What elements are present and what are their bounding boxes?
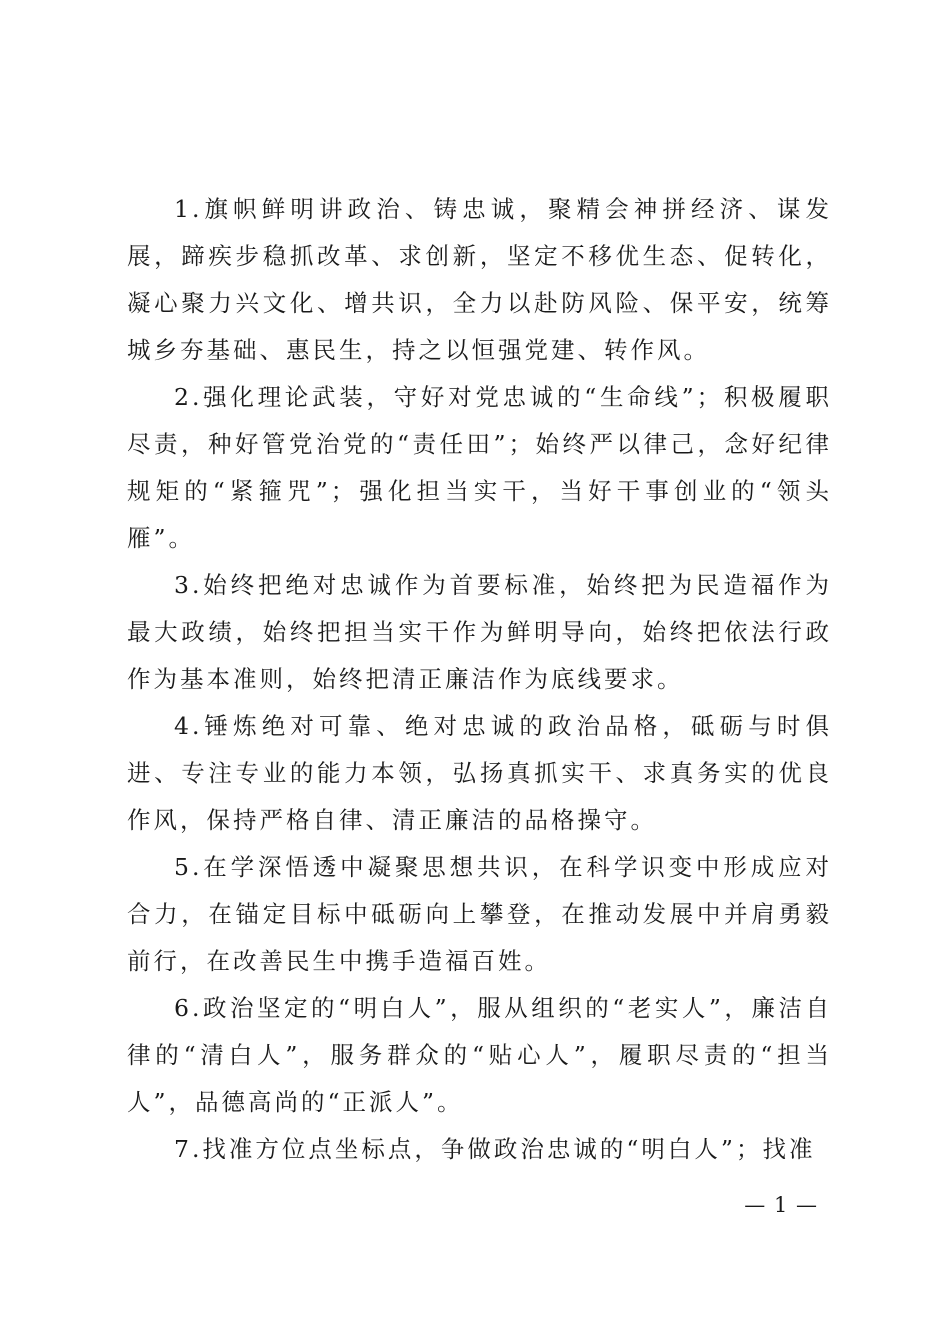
paragraph-3: 3.始终把绝对忠诚作为首要标准，始终把为民造福作为最大政绩，始终把担当实干作为鲜明导向，始终把依法行政作为基本准则，始终把清正廉洁作为底线要求。 — [127, 571, 832, 693]
paragraph-2: 2.强化理论武装，守好对党忠诚的“生命线”；积极履职尽责，种好管党治党的“责任田”；始终严以律己，念好纪律规矩的“紧箍咒”；强化担当实干，当好干事创业的“领头雁”。 — [127, 383, 832, 552]
paragraph-7: 7.找准方位点坐标点，争做政治忠诚的“明白人”；找准 — [174, 1135, 816, 1163]
paragraph-4: 4.锤炼绝对可靠、绝对忠诚的政治品格，砥砺与时俱进、专注专业的能力本领，弘扬真抓实干、求真务实的优良作风，保持严格自律、清正廉洁的品格操守。 — [127, 712, 832, 834]
paragraph-5: 5.在学深悟透中凝聚思想共识，在科学识变中形成应对合力，在锚定目标中砥砺向上攀登，在推动发展中并肩勇毅前行，在改善民生中携手造福百姓。 — [127, 853, 832, 975]
document-body — [127, 186, 832, 1173]
page-number: — 1 — — [744, 1193, 818, 1217]
paragraph-6: 6.政治坚定的“明白人”，服从组织的“老实人”，廉洁自律的“清白人”，服务群众的“贴心人”，履职尽责的“担当人”，品德高尚的“正派人”。 — [127, 994, 832, 1116]
paragraph-1: 1.旗帜鲜明讲政治、铸忠诚，聚精会神拼经济、谋发展，蹄疾步稳抓改革、求创新，坚定不移优生态、促转化，凝心聚力兴文化、增共识，全力以赴防风险、保平安，统筹城乡夯基础、惠民生，持之以恒强党建、转作风。 — [127, 195, 832, 364]
